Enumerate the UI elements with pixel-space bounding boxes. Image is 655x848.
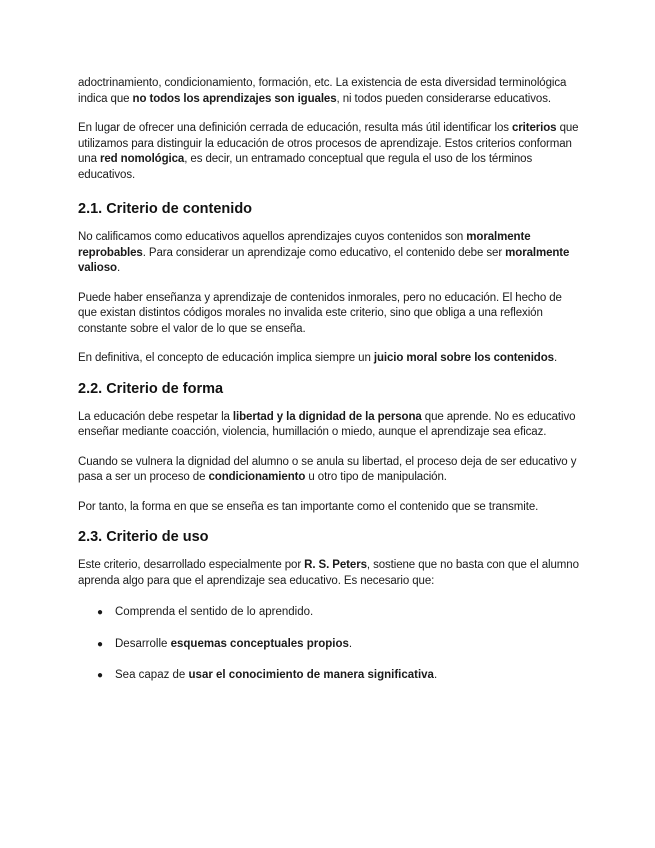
document-page xyxy=(78,76,583,684)
contenido-paragraph-2: Puede haber enseñanza y aprendizaje de contenidos inmorales, pero no educación. El hecho de que existan distintos códigos morales no invalida este criterio, sino que obliga a una reflexión constante sobre el valor de lo que se enseña. xyxy=(78,291,562,335)
bullet-icon: ● xyxy=(97,670,104,681)
forma-paragraph-3: Por tanto, la forma en que se enseña es tan importante como el contenido que se transmite. xyxy=(78,500,539,513)
list-item: ● Sea capaz de usar el conocimiento de manera significativa. xyxy=(78,668,583,684)
list-item: ● Comprenda el sentido de lo aprendido. xyxy=(78,605,583,621)
forma-paragraph-1: La educación debe respetar la libertad y la dignidad de la persona que aprende. No es educativo enseñar mediante coacción, violencia, humillación o miedo, aunque el aprendizaje sea eficaz. xyxy=(78,410,576,438)
list-item: ● Desarrolle esquemas conceptuales propios. xyxy=(78,637,583,653)
intro-paragraph-2: En lugar de ofrecer una definición cerrada de educación, resulta más útil identificar los criterios que utilizamos para distinguir la educación de otros procesos de aprendizaje. Estos criterios conforman una red nomológica, es decir, un entramado conceptual que regula el uso de los términos educativos. xyxy=(78,122,579,181)
section-heading-uso: 2.3. Criterio de uso xyxy=(78,529,209,545)
bullet-icon: ● xyxy=(97,638,104,650)
contenido-paragraph-3: En definitiva, el concepto de educación implica siempre un juicio moral sobre los contenidos. xyxy=(78,352,558,364)
section-heading-forma: 2.2. Criterio de forma xyxy=(78,380,224,397)
forma-paragraph-2: Cuando se vulnera la dignidad del alumno o se anula su libertad, el proceso deja de ser educativo y pasa a ser un proceso de condicionamiento u otro tipo de manipulación. xyxy=(78,455,577,483)
intro-paragraph-1: adoctrinamiento, condicionamiento, formación, etc. La existencia de esta diversidad terminológica indica que no todos los aprendizajes son iguales, ni todos pueden considerarse educativos. xyxy=(78,77,567,105)
bullet-icon: ● xyxy=(97,607,104,618)
section-heading-contenido: 2.1. Criterio de contenido xyxy=(78,201,253,217)
contenido-paragraph-1: No calificamos como educativos aquellos aprendizajes cuyos contenidos son moralmente reprobables. Para considerar un aprendizaje como educativo, el contenido debe ser moralmente valioso. xyxy=(78,231,570,274)
uso-bullet-list xyxy=(78,605,583,684)
uso-paragraph-1: Este criterio, desarrollado especialmente por R. S. Peters, sostiene que no basta con que el alumno aprenda algo para que el aprendizaje sea educativo. Es necesario que: xyxy=(78,559,579,587)
